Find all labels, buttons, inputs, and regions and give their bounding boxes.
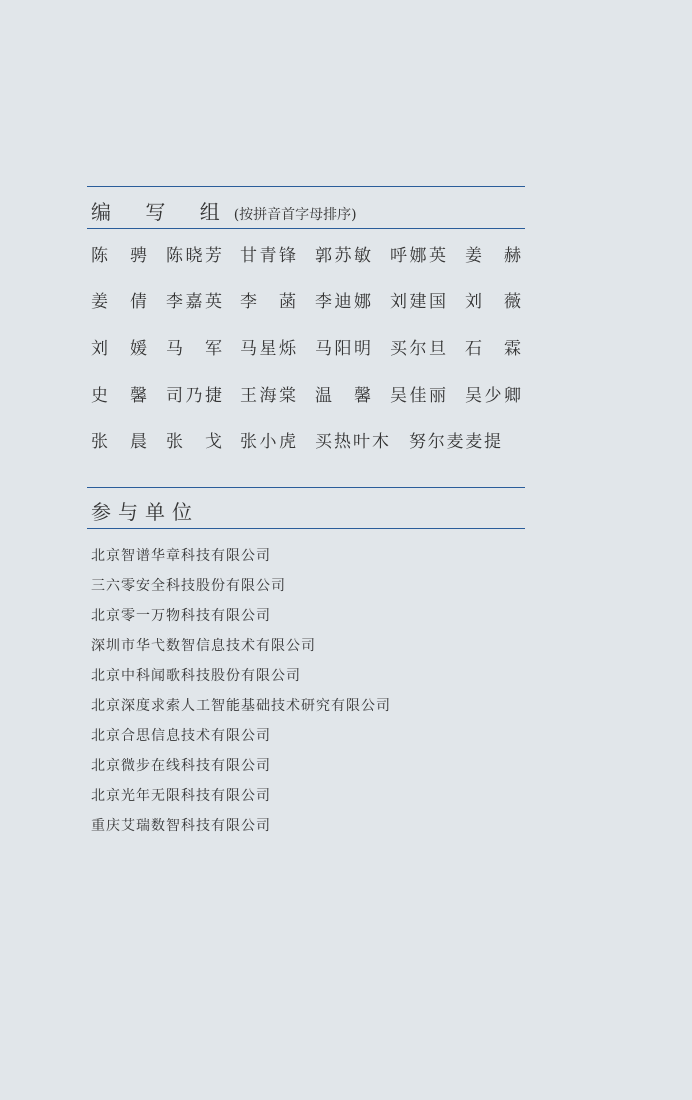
unit-item: 北京合思信息技术有限公司 <box>91 728 271 744</box>
editor-name: 张 晨 <box>91 432 147 452</box>
unit-item: 北京深度求索人工智能基础技术研究有限公司 <box>91 698 391 714</box>
editor-name: 张小虎 <box>240 432 296 452</box>
editor-name: 吴佳丽 <box>390 386 446 406</box>
unit-item: 重庆艾瑞数智科技有限公司 <box>91 818 271 834</box>
editors-heading-text: 编 写 组 <box>91 200 234 224</box>
editor-name: 刘 薇 <box>465 292 521 312</box>
editor-name: 郭苏敏 <box>315 246 371 266</box>
editor-name: 李迪娜 <box>315 292 371 312</box>
editor-name: 呼娜英 <box>390 246 446 266</box>
editor-name: 司乃捷 <box>166 386 222 406</box>
editor-name: 史 馨 <box>91 386 147 406</box>
editor-name: 张 戈 <box>166 432 222 452</box>
unit-item: 北京中科闻歌科技股份有限公司 <box>91 668 301 684</box>
unit-item: 深圳市华弋数智信息技术有限公司 <box>91 638 316 654</box>
editors-heading-note: (按拼音首字母排序) <box>233 207 357 223</box>
editor-name: 刘 媛 <box>91 339 147 359</box>
unit-item: 北京智谱华章科技有限公司 <box>91 548 271 564</box>
editor-name: 王海棠 <box>240 386 296 406</box>
editor-name: 陈 骋 <box>91 246 147 266</box>
editor-name: 甘青锋 <box>240 246 296 266</box>
editor-name: 李嘉英 <box>166 292 222 312</box>
editors-bottom-rule <box>87 228 525 229</box>
editor-name: 吴少卿 <box>465 386 521 406</box>
units-heading: 参与单位 <box>91 500 199 524</box>
editor-name: 马阳明 <box>315 339 371 359</box>
editor-name: 买尔旦 <box>390 339 446 359</box>
unit-item: 北京零一万物科技有限公司 <box>91 608 271 624</box>
editor-name: 马星烁 <box>240 339 296 359</box>
editor-name: 陈晓芳 <box>166 246 222 266</box>
editor-name: 努尔麦麦提 <box>409 432 501 452</box>
editor-name: 刘建国 <box>390 292 446 312</box>
unit-item: 三六零安全科技股份有限公司 <box>91 578 286 594</box>
units-top-rule <box>87 487 525 488</box>
unit-item: 北京微步在线科技有限公司 <box>91 758 271 774</box>
editor-name: 马 军 <box>166 339 222 359</box>
editor-name: 李 菡 <box>240 292 296 312</box>
editor-name: 买热叶木 <box>315 432 389 452</box>
editors-heading <box>91 196 357 225</box>
editor-name: 石 霖 <box>465 339 521 359</box>
editor-name: 姜 赫 <box>465 246 521 266</box>
editor-name: 姜 倩 <box>91 292 147 312</box>
editors-top-rule <box>87 186 525 187</box>
unit-item: 北京光年无限科技有限公司 <box>91 788 271 804</box>
units-bottom-rule <box>87 528 525 529</box>
editor-name: 温 馨 <box>315 386 371 406</box>
